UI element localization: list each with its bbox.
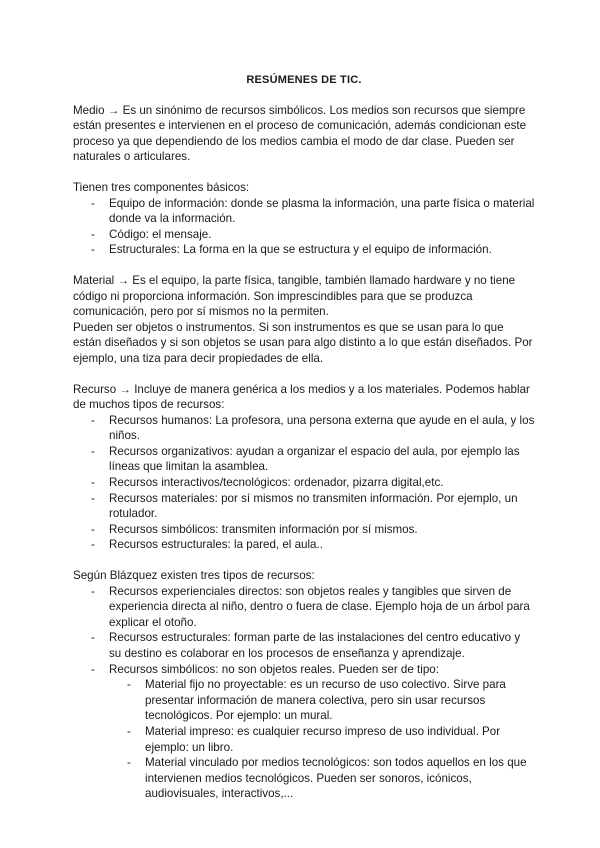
recursos-list	[73, 413, 535, 553]
list-item: - Recursos materiales: por sí mismos no transmiten información. Por ejemplo, un rotulador.	[73, 491, 535, 522]
blazquez-intro: Según Blázquez existen tres tipos de recursos:	[73, 569, 315, 583]
list-item-text: Recursos simbólicos: no son objetos reales. Pueden ser de tipo:	[109, 662, 439, 676]
sub-list-item: - Material impreso: es cualquier recurso impreso de uso individual. Por ejemplo: un libro.	[73, 724, 535, 755]
paragraph-material: Material → Es el equipo, la parte física, tangible, también llamado hardware y no tiene código ni proporciona información. Son imprescindibles para que se produzca comunicación, pero por sí mismos no la permiten.	[73, 273, 516, 319]
componentes-list	[73, 196, 535, 258]
list-item: - Estructurales: La forma en la que se estructura y el equipo de información.	[73, 242, 535, 258]
page-title: RESÚMENES DE TIC.	[246, 74, 362, 86]
sub-list-item: - Material vinculado por medios tecnológicos: son todos aquellos en los que intervienen medios tecnológicos. Pueden ser sonoros, icónicos, audiovisuales, interactivos,...	[73, 755, 535, 802]
list-item: - Recursos organizativos: ayudan a organizar el espacio del aula, por ejemplo las líneas que limitan la asamblea.	[73, 444, 535, 475]
list-item: - Recursos estructurales: la pared, el aula..	[73, 537, 535, 553]
list-item: - Recursos humanos: La profesora, una persona externa que ayude en el aula, y los niños.	[73, 413, 535, 444]
list-item: - Código: el mensaje.	[73, 227, 535, 243]
paragraph-recurso: Recurso → Incluye de manera genérica a los medios y a los materiales. Podemos hablar de muchos tipos de recursos:	[73, 382, 530, 412]
list-item	[73, 662, 535, 802]
sub-list-item: - Material fijo no proyectable: es un recurso de uso colectivo. Sirve para presentar información de manera colectiva, pero sin usar recursos tecnológicos. Por ejemplo: un mural.	[73, 677, 535, 724]
simbolicos-sublist	[73, 677, 535, 802]
list-item: - Recursos estructurales: forman parte de las instalaciones del centro educativo y su destino es colaborar en los procesos de enseñanza y aprendizaje.	[73, 630, 535, 661]
list-item: - Equipo de información: donde se plasma la información, una parte física o material donde va la información.	[73, 196, 535, 227]
list-item: - Recursos interactivos/tecnológicos: ordenador, pizarra digital,etc.	[73, 475, 535, 491]
componentes-intro: Tienen tres componentes básicos:	[73, 180, 250, 194]
paragraph-material-tipos: Pueden ser objetos o instrumentos. Si son instrumentos es que se usan para lo que están diseñados y si son objetos se usan para algo distinto a lo que están diseñados. Por ejemplo, una tiza para decir propiedades de ella.	[73, 320, 533, 365]
paragraph-medio: Medio → Es un sinónimo de recursos simbólicos. Los medios son recursos que siempre están presentes e intervienen en el proceso de comunicación, además condicionan este proceso ya que dependiendo de los medios cambia el modo de dar clase. Pueden ser naturales o articulares.	[73, 103, 527, 164]
list-item: - Recursos simbólicos: transmiten información por sí mismos.	[73, 522, 535, 538]
document-page	[73, 73, 535, 802]
list-item: - Recursos experienciales directos: son objetos reales y tangibles que sirven de experiencia directa al niño, dentro o fuera de clase. Ejemplo hoja de un árbol para explicar el otoño.	[73, 584, 535, 631]
blazquez-list	[73, 584, 535, 802]
